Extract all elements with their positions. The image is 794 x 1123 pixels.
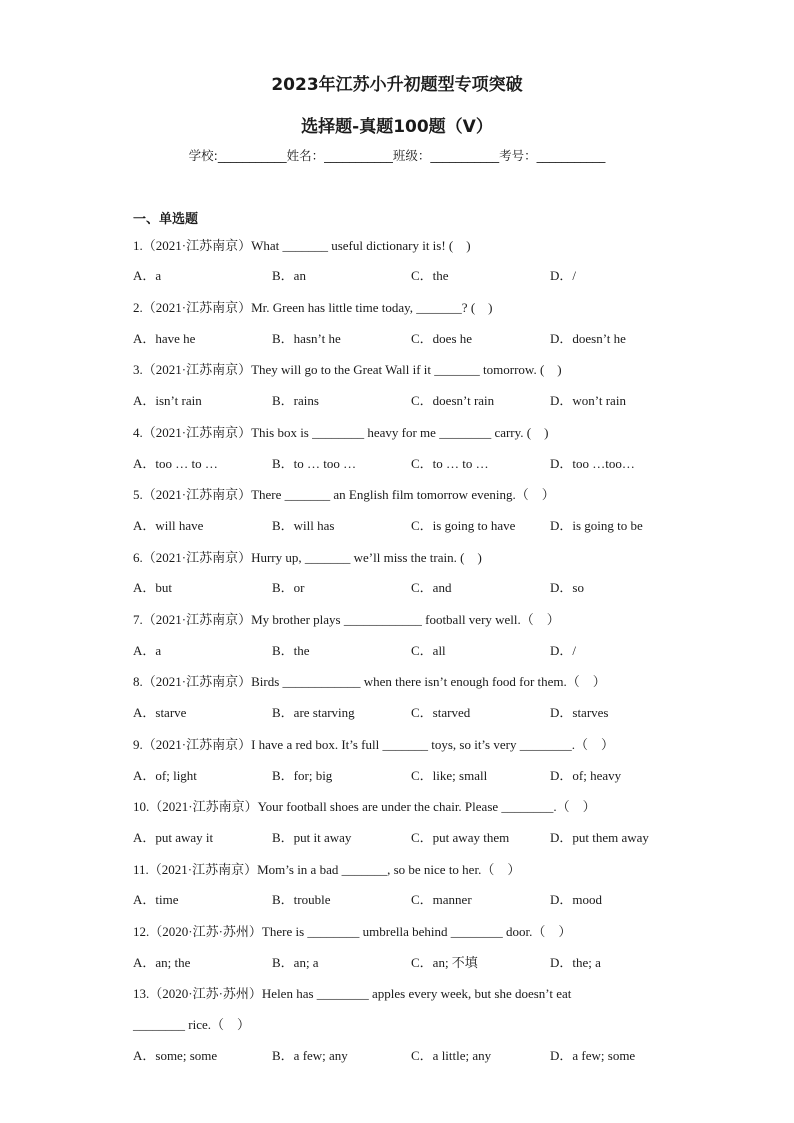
option-a: A．too … to … bbox=[133, 456, 218, 471]
option-b: B．trouble bbox=[272, 892, 331, 907]
option-d: D．so bbox=[550, 580, 584, 595]
option-d: D．doesn’t he bbox=[550, 331, 626, 346]
option-b: B．put it away bbox=[272, 830, 352, 845]
option-a: A．have he bbox=[133, 331, 196, 346]
option-b: B．a few; any bbox=[272, 1048, 348, 1063]
option-b: B．an; a bbox=[272, 955, 319, 970]
section-heading: 一、单选题 bbox=[133, 212, 199, 227]
option-a: A．of; light bbox=[133, 768, 197, 783]
option-a: A．a bbox=[133, 643, 162, 658]
option-c: C．doesn’t rain bbox=[411, 393, 495, 408]
option-a: A．put away it bbox=[133, 830, 214, 845]
option-a: A．but bbox=[133, 580, 173, 595]
option-b: B．hasn’t he bbox=[272, 331, 341, 346]
question-stem: 4.（2021·江苏南京）This box is ________ heavy for me ________ carry. ( ) bbox=[133, 425, 549, 440]
option-b: B．rains bbox=[272, 393, 319, 408]
student-info-line: 学校:___________姓名：___________班级：___________考号：___________ bbox=[188, 148, 606, 163]
option-a: A．some; some bbox=[133, 1048, 218, 1063]
option-b: B．the bbox=[272, 643, 310, 658]
option-d: D．starves bbox=[550, 705, 609, 720]
option-d: D．mood bbox=[550, 892, 603, 907]
question-stem: 5.（2021·江苏南京）There _______ an English film tomorrow evening.（ ） bbox=[133, 487, 555, 502]
question-stem: 11.（2021·江苏南京）Mom’s in a bad _______, so be nice to her.（ ） bbox=[133, 862, 521, 877]
question-stem: 6.（2021·江苏南京）Hurry up, _______ we’ll miss the train. ( ) bbox=[133, 550, 482, 565]
option-c: C．to … to … bbox=[411, 456, 489, 471]
option-d: D．the; a bbox=[550, 955, 601, 970]
option-c: C．is going to have bbox=[411, 518, 516, 533]
option-d: D．/ bbox=[550, 643, 577, 658]
option-c: C．a little; any bbox=[411, 1048, 492, 1063]
option-d: D．/ bbox=[550, 268, 577, 283]
option-d: D．of; heavy bbox=[550, 768, 622, 783]
question-stem: 9.（2021·江苏南京）I have a red box. It’s full _______ toys, so it’s very ________.（ ） bbox=[133, 737, 614, 752]
option-c: C．like; small bbox=[411, 768, 488, 783]
question-stem: 2.（2021·江苏南京）Mr. Green has little time today, _______? ( ) bbox=[133, 300, 493, 315]
option-a: A．an; the bbox=[133, 955, 191, 970]
option-c: C．all bbox=[411, 643, 446, 658]
question-stem: 3.（2021·江苏南京）They will go to the Great Wall if it _______ tomorrow. ( ) bbox=[133, 362, 562, 377]
option-b: B．are starving bbox=[272, 705, 355, 720]
option-c: C．does he bbox=[411, 331, 473, 346]
option-b: B．or bbox=[272, 580, 305, 595]
question-stem: 10.（2021·江苏南京）Your football shoes are under the chair. Please ________.（ ） bbox=[133, 799, 596, 814]
option-a: A．time bbox=[133, 892, 179, 907]
option-d: D．a few; some bbox=[550, 1048, 636, 1063]
question-stem: 1.（2021·江苏南京）What _______ useful dictionary it is! ( ) bbox=[133, 238, 471, 253]
option-b: B．to … too … bbox=[272, 456, 357, 471]
option-c: C．and bbox=[411, 580, 452, 595]
option-a: A．will have bbox=[133, 518, 204, 533]
option-b: B．an bbox=[272, 268, 306, 283]
option-a: A．a bbox=[133, 268, 162, 283]
option-d: D．put them away bbox=[550, 830, 649, 845]
option-c: C．starved bbox=[411, 705, 471, 720]
option-c: C．put away them bbox=[411, 830, 510, 845]
question-stem: 8.（2021·江苏南京）Birds ____________ when there isn’t enough food for them.（ ） bbox=[133, 674, 606, 689]
question-stem: 7.（2021·江苏南京）My brother plays ____________ football very well.（ ） bbox=[133, 612, 560, 627]
option-c: C．manner bbox=[411, 892, 472, 907]
option-b: B．will has bbox=[272, 518, 335, 533]
question-stem-continued: ________ rice.（ ） bbox=[133, 1017, 250, 1032]
option-d: D．too …too… bbox=[550, 456, 635, 471]
question-stem: 13.（2020·江苏·苏州）Helen has ________ apples every week, but she doesn’t eat bbox=[133, 986, 572, 1001]
option-d: D．is going to be bbox=[550, 518, 643, 533]
option-a: A．isn’t rain bbox=[133, 393, 202, 408]
option-c: C．an; 不填 bbox=[411, 955, 478, 970]
option-b: B．for; big bbox=[272, 768, 333, 783]
doc-subtitle: 选择题-真题100题（V） bbox=[301, 117, 493, 137]
question-stem: 12.（2020·江苏·苏州）There is ________ umbrella behind ________ door.（ ） bbox=[133, 924, 572, 939]
option-a: A．starve bbox=[133, 705, 187, 720]
doc-title: 2023年江苏小升初题型专项突破 bbox=[271, 75, 523, 95]
option-c: C．the bbox=[411, 268, 449, 283]
option-d: D．won’t rain bbox=[550, 393, 626, 408]
